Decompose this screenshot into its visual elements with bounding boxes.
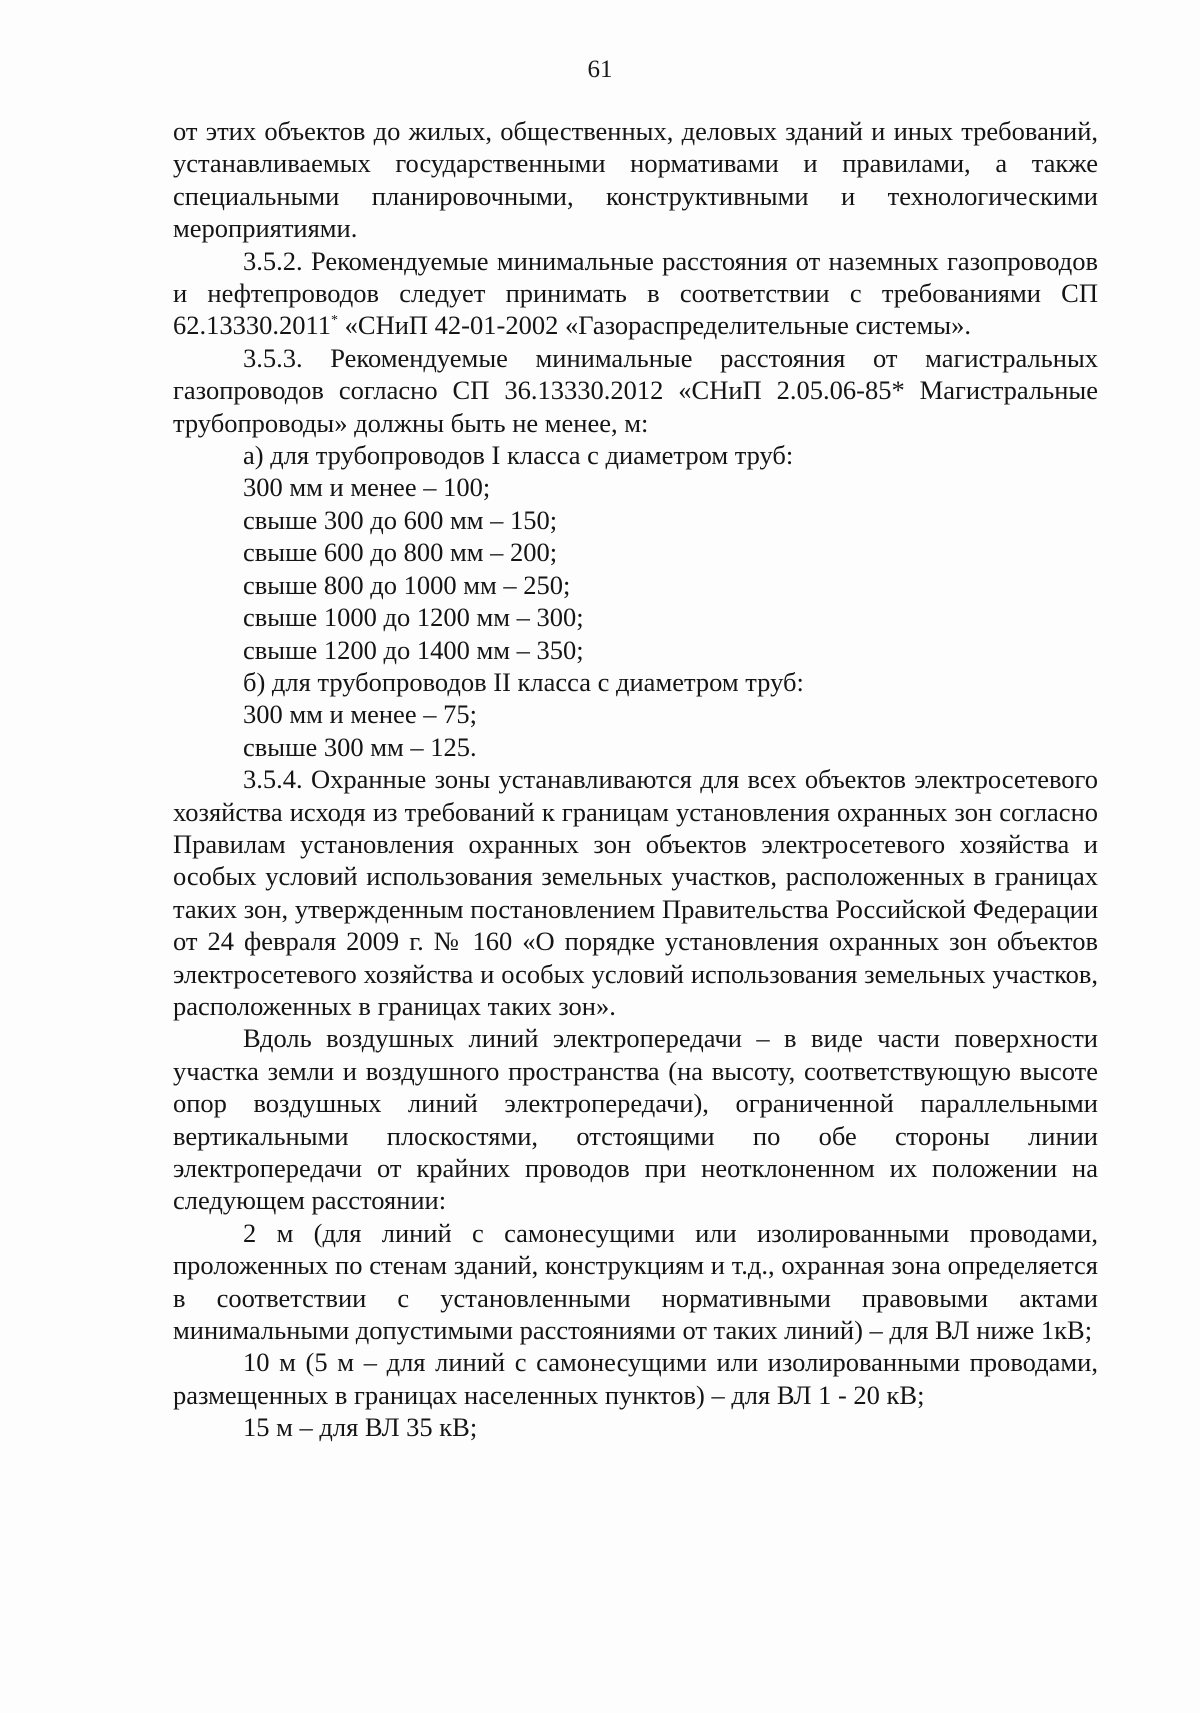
- paragraph-15m-zone: 15 м – для ВЛ 35 кВ;: [243, 1412, 478, 1443]
- list-item: свыше 1200 до 1400 мм – 350;: [243, 634, 584, 665]
- list-item: 300 мм и менее – 100;: [243, 472, 491, 503]
- document-body: [173, 115, 1098, 1444]
- list-item: свыше 300 до 600 мм – 150;: [243, 504, 558, 535]
- paragraph-3-5-4: 3.5.4. Охранные зоны устанавливаются для всех объектов электросетевого хозяйства исходя из требований к границам установления охранных зон согласно Правилам установления охранных зон объектов электросетевого хозяйства и особых условий использования земельных участков, расположенных в границах таких зон, утвержденным постановлением Правительства Российской Федерации от 24 февраля 2009 г. № 160 «О порядке установления охранных зон объектов электросетевого хозяйства и особых условий использования земельных участков, расположенных в границах таких зон».: [173, 764, 1098, 1021]
- paragraph-3-5-2-text: 3.5.2. Рекомендуемые минимальные расстояния от наземных газопроводов и нефтепроводов следует принимать в соответствии с требованиями СП 62.13330.2011: [173, 245, 1098, 341]
- list-item: свыше 600 до 800 мм – 200;: [243, 537, 558, 568]
- paragraph-2m-zone: 2 м (для линий с самонесущими или изолированными проводами, проложенных по стенам зданий, конструкциям и т.д., охранная зона определяется в соответствии с установленными нормативными правовыми актами минимальными допустимыми расстояниями от таких линий) – для ВЛ ниже 1кВ;: [173, 1217, 1098, 1346]
- paragraph-continuation: от этих объектов до жилых, общественных, деловых зданий и иных требований, устанавливаемых государственными нормативами и правилами, а также специальными планировочными, конструктивными и технологическими мероприятиями.: [173, 116, 1098, 244]
- list-item: свыше 800 до 1000 мм – 250;: [243, 569, 571, 600]
- paragraph-overhead-lines: Вдоль воздушных линий электропередачи – в виде части поверхности участка земли и воздушного пространства (на высоту, соответствующую высоте опор воздушных линий электропередачи), ограниченной параллельными вертикальными плоскостями, отстоящими по обе стороны линии электропередачи от крайних проводов при неотклоненном их положении на следующем расстоянии:: [173, 1023, 1098, 1216]
- paragraph-3-5-3: 3.5.3. Рекомендуемые минимальные расстояния от магистральных газопроводов согласно СП 36.13330.2012 «СНиП 2.05.06-85* Магистральные трубопроводы» должны быть не менее, м:: [173, 342, 1098, 438]
- list-item: свыше 1000 до 1200 мм – 300;: [243, 602, 584, 633]
- paragraph-10m-zone: 10 м (5 м – для линий с самонесущими или изолированными проводами, размещенных в границах населенных пунктов) – для ВЛ 1 - 20 кВ;: [173, 1347, 1098, 1410]
- footnote-asterisk: *: [331, 313, 339, 329]
- list-heading-class-2: б) для трубопроводов II класса с диаметром труб:: [243, 666, 804, 697]
- list-item: свыше 300 мм – 125.: [243, 731, 477, 762]
- list-heading-class-1: а) для трубопроводов I класса с диаметром труб:: [243, 440, 794, 471]
- paragraph-3-5-2: [173, 245, 1098, 342]
- list-item: 300 мм и менее – 75;: [243, 699, 477, 730]
- page-number: 61: [587, 56, 613, 83]
- paragraph-3-5-2-tail: «СНиП 42-01-2002 «Газораспределительные системы».: [338, 310, 971, 341]
